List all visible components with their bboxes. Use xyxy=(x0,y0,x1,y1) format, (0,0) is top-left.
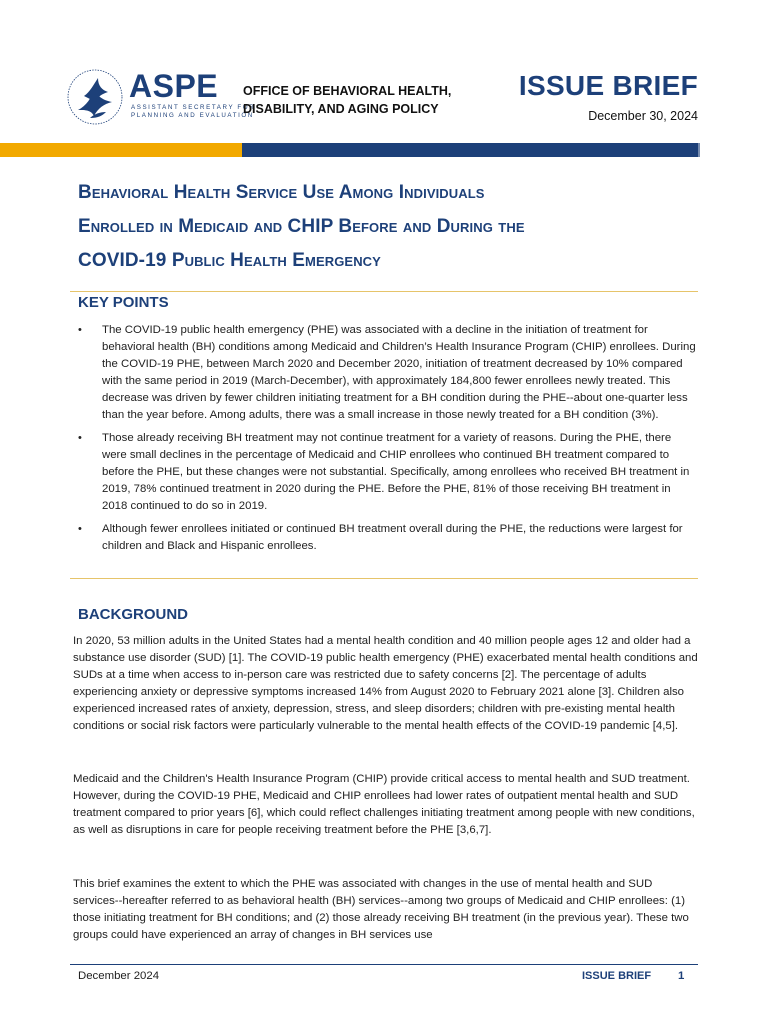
page-number: 1 xyxy=(678,970,685,982)
logo-wordmark: ASPE xyxy=(129,68,219,104)
header-bar-blue xyxy=(242,143,698,157)
logo-subtitle xyxy=(131,104,255,120)
header-bar-gold xyxy=(0,143,242,157)
bullet-icon: • xyxy=(78,432,82,444)
key-points-list xyxy=(78,322,698,561)
footer-divider xyxy=(70,964,698,965)
title-line-3: COVID-19 Public Health Emergency xyxy=(78,250,381,271)
background-paragraph-2: Medicaid and the Children's Health Insurance Program (CHIP) provide critical access to mental health and SUD treatment. However, during the COVID-19 PHE, Medicaid and CHIP enrollees had lower rates of outpatient mental health and SUD treatment compared to prior years [6], which could reflect challenges initiating treatment among people with new conditions, as well as disruptions in care for people receiving treatment before the PHE [3,6,7]. xyxy=(73,773,695,836)
bullet-icon: • xyxy=(78,523,82,535)
divider-top xyxy=(70,291,698,292)
doc-type-label: ISSUE BRIEF xyxy=(518,70,698,101)
header-bar-blue-end xyxy=(698,143,700,157)
key-point-text: Those already receiving BH treatment may not continue treatment for a variety of reasons. During the PHE, there were small declines in the percentage of Medicaid and CHIP enrollees who continued BH treatment compared to before the PHE, but these changes were not substantial. Specifically, among enrollees who received BH treatment in 2019, 78% continued treatment in 2020 during the PHE. Before the PHE, 81% of those receiving BH treatment in 2018 continued to do so in 2019. xyxy=(102,432,690,512)
key-point-text: Although fewer enrollees initiated or continued BH treatment overall during the PHE, the reductions were largest for children and Black and Hispanic enrollees. xyxy=(102,523,683,552)
footer-doc-type: ISSUE BRIEF xyxy=(582,970,652,982)
list-item xyxy=(78,322,698,424)
background-heading: BACKGROUND xyxy=(78,606,188,623)
office-line-2: DISABILITY, AND AGING POLICY xyxy=(243,102,439,116)
title-line-1: Behavioral Health Service Use Among Individuals xyxy=(78,182,485,203)
background-paragraph-3: This brief examines the extent to which the PHE was associated with changes in the use of mental health and SUD services--hereafter referred to as behavioral health (BH) services--among two groups of Medicaid and CHIP enrollees: (1) those initiating treatment for BH conditions; and (2) those already receiving BH treatment (in the previous year). These two groups could have experienced an array of changes in BH services use xyxy=(73,878,689,941)
header-date: December 30, 2024 xyxy=(588,109,698,123)
bullet-icon: • xyxy=(78,324,82,336)
key-points-heading: KEY POINTS xyxy=(78,294,169,311)
divider-bottom xyxy=(70,578,698,579)
title-line-2: Enrolled in Medicaid and CHIP Before and During the xyxy=(78,216,525,237)
logo-subtitle-line-2: PLANNING AND EVALUATION xyxy=(131,112,254,119)
logo-subtitle-line-1: ASSISTANT SECRETARY FOR xyxy=(131,104,256,111)
footer-date: December 2024 xyxy=(78,970,160,982)
office-line-1: OFFICE OF BEHAVIORAL HEALTH, xyxy=(243,84,452,98)
list-item xyxy=(78,430,698,515)
key-point-text: The COVID-19 public health emergency (PHE) was associated with a decline in the initiation of treatment for behavioral health (BH) conditions among Medicaid and Children’s Health Insurance Program (CHIP) enrollees. During the COVID-19 PHE, between March 2020 and December 2020, initiation of treatment decreased by 10% compared with the same period in 2019 (March-December), with approximately 184,800 fewer enrollees newly treated. This decrease was driven by fewer children initiating treatment for a BH condition during the PHE--about one-quarter less than the year before. Among adults, there was a small increase in those newly treated for a BH condition (3%). xyxy=(102,324,696,421)
list-item xyxy=(78,521,698,555)
page-title xyxy=(78,176,718,278)
office-name xyxy=(243,82,451,118)
background-paragraph-1: In 2020, 53 million adults in the United States had a mental health condition and 40 million people ages 12 and older had a substance use disorder (SUD) [1]. The COVID-19 public health emergency (PHE) exacerbated mental health conditions and SUDs at a time when access to in-person care was restricted due to safety concerns [2]. The percentage of adults experiencing anxiety or depressive symptoms increased 14% from August 2020 to February 2021 alone [3]. Children also experienced increased rates of anxiety, depression, stress, and sleep disorders; children with pre-existing mental health conditions or social risk factors were particularly vulnerable to the mental health effects of the COVID-19 pandemic [4,5]. xyxy=(73,635,698,732)
